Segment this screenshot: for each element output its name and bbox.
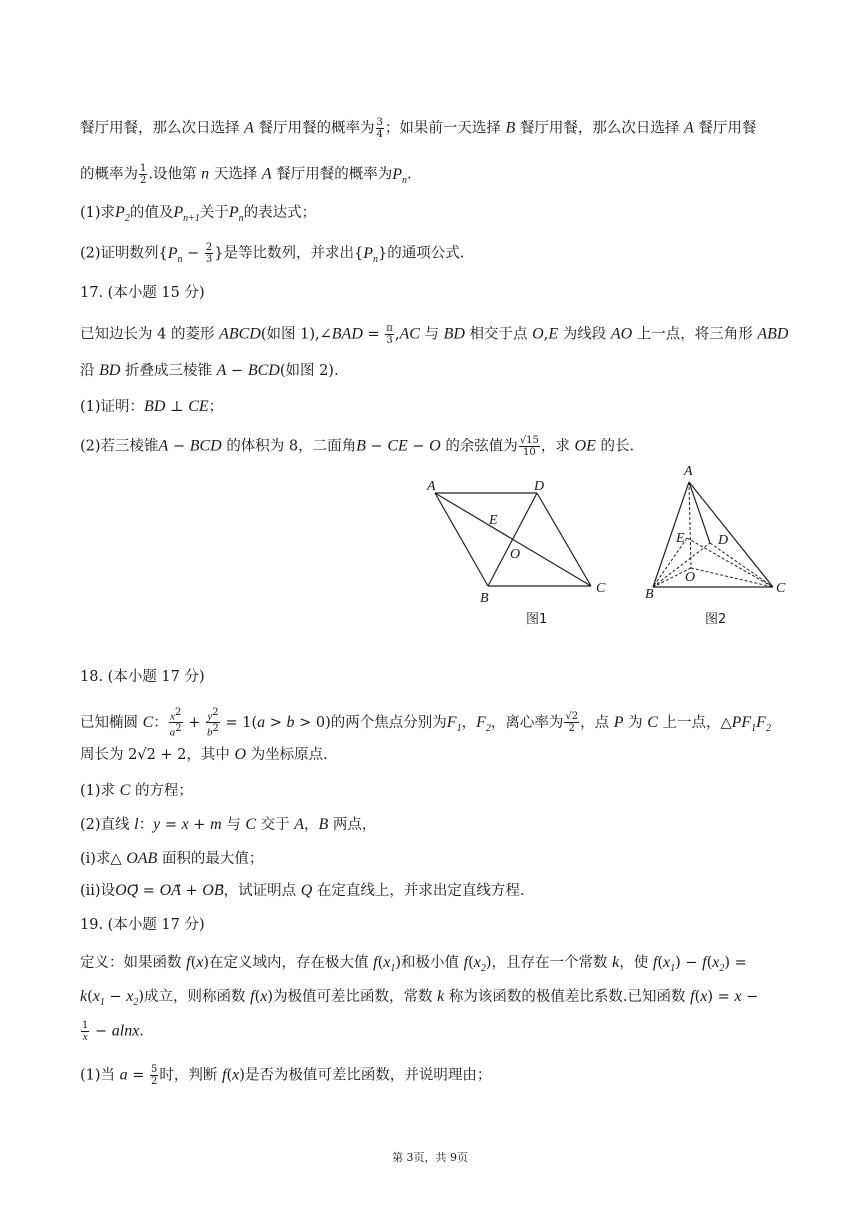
q19-part-1: (1)当 a = $\frac{5}{2}$ 时，判断 f(x)是否为极值可差比函数，并说明理由； — [80, 1064, 492, 1087]
q17-figures — [400, 460, 800, 635]
q18-part-ii: (ii)设OQ⃗ = OA⃗ + OB，试证明点 Q 在定直线上，并求出定直线方程. — [80, 882, 525, 899]
q16-line-2: 的概率为 $\frac{1}{2}$ .设他第 n 天选择 A 餐厅用餐的概率为$P_n$. — [80, 163, 412, 186]
q17-line-2: 沿 BD 折叠成三棱锥 A − BCD(如图 2). — [80, 362, 339, 379]
q18-part-1: (1)求 C 的方程； — [80, 782, 193, 799]
fig1-label-C: C — [596, 581, 606, 596]
q17-part-1: (1)证明：BD ⊥ CE； — [80, 398, 224, 415]
q18-line-1: 已知椭圆 C： $\frac{x^2}{a^2}$ + $\frac{y^2}{b^2}$ = 1(a > b > 0)的两个焦点分别为$F_1$，$F_2$，离心率为 $\frac{√2}{2}$ ，点 P 为 C 上一点，$\triangle PF_1F_2$ — [80, 707, 771, 739]
q19-line-2: $k(x_1 - x_2)$成立，则称函数 f(x)为极值可差比函数，常数 k 称为该函数的极值差比系数.已知函数 f(x) = x − — [80, 988, 759, 1009]
page-footer: 第 3页，共 9页 — [392, 1151, 468, 1164]
q18-header: 18. (本小题 17 分) — [80, 669, 205, 685]
q17-part-2: (2)若三棱锥A − BCD 的体积为 8，二面角B − CE − O 的余弦值为 $\frac{√15}{10}$ ，求 OE 的长. — [80, 435, 635, 458]
fig2-label-D: D — [718, 533, 729, 548]
fig1-label-A: A — [427, 479, 436, 494]
fig1-label-O: O — [510, 547, 521, 562]
figure-1 — [435, 493, 591, 586]
q18-line-2: 周长为 2√2 + 2，其中 O 为坐标原点. — [80, 746, 328, 763]
fig1-label-E: E — [489, 513, 498, 528]
q17-header: 17. (本小题 15 分) — [80, 285, 205, 301]
q18-part-i: (i)求△ OAB 面积的最大值； — [80, 850, 264, 867]
fig2-label-O: O — [685, 570, 696, 585]
fig2-caption: 图2 — [705, 612, 727, 627]
fig1-label-B: B — [480, 591, 489, 606]
q18-part-2: (2)直线 l：y = x + m 与 C 交于 A，B 两点， — [80, 816, 377, 833]
q19-line-3: $\frac{1}{x}$ − alnx. — [82, 1020, 144, 1043]
fig2-label-C: C — [776, 581, 786, 596]
fig1-caption: 图1 — [526, 612, 548, 627]
q16-part-1: (1)求$P_2$的值及$P_{n+1}$关于$P_n$的表达式； — [80, 204, 317, 225]
fig2-label-E: E — [676, 531, 685, 546]
fig1-label-D: D — [534, 479, 545, 494]
fig2-label-B: B — [645, 587, 654, 602]
q17-line-1: 已知边长为 4 的菱形 ABCD(如图 1),∠BAD = $\frac{\pi}{3}$ ,AC 与 BD 相交于点 O,E 为线段 AO 上一点，将三角形 ABD — [80, 323, 789, 346]
fig2-label-A: A — [684, 464, 693, 479]
q19-line-1: 定义：如果函数 f(x)在定义域内，存在极大值 $f(x_1)$和极小值 $f(x_2)$，且存在一个常数 k，使 $f(x_1) - f(x_2)$ = — [80, 954, 747, 975]
q16-line-1: 餐厅用餐，那么次日选择 A 餐厅用餐的概率为 $\frac{3}{4}$ ；如果前一天选择 B 餐厅用餐，那么次日选择 A 餐厅用餐 — [80, 117, 757, 140]
q19-header: 19. (本小题 17 分) — [80, 917, 205, 933]
q16-part-2: (2)证明数列{$P_n$ − $\frac{2}{3}$ }是等比数列，并求出$\{P_n\}$的通项公式. — [80, 242, 465, 265]
figure-2 — [653, 482, 773, 587]
